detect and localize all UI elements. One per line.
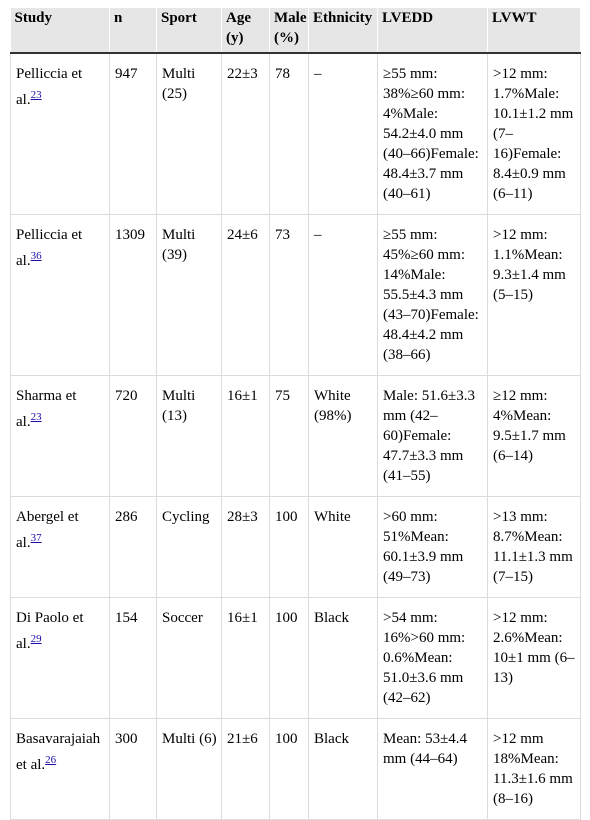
table-row [11,376,581,497]
cell-age: 21±6 [222,719,270,820]
cell-lvwt: >12 mm 18%Mean: 11.3±1.6 mm (8–16) [488,719,581,820]
cell-ethnicity: – [309,53,378,215]
header-sport: Sport [157,8,222,53]
cell-lvwt: >13 mm: 8.7%Mean: 11.1±1.3 mm (7–15) [488,497,581,598]
cell-study [11,719,110,820]
reference-link[interactable]: 37 [30,532,42,544]
cell-lvedd: >60 mm: 51%Mean: 60.1±3.9 mm (49–73) [378,497,488,598]
cell-lvedd: Male: 51.6±3.3 mm (42–60)Female: 47.7±3.3 mm (41–55) [378,376,488,497]
cell-male: 100 [270,598,309,719]
cell-sport: Multi (39) [157,215,222,376]
cell-ethnicity: Black [309,598,378,719]
cell-n: 154 [110,598,157,719]
cell-lvwt: >12 mm: 1.7%Male: 10.1±1.2 mm (7–16)Female: 8.4±0.9 mm (6–11) [488,53,581,215]
study-name: Abergel et al. [16,509,79,551]
header-study: Study [11,8,110,53]
table-row [11,53,581,215]
cell-age: 16±1 [222,598,270,719]
cell-male: 100 [270,497,309,598]
header-n: n [110,8,157,53]
study-name: Pelliccia et al. [16,227,83,269]
cell-n: 300 [110,719,157,820]
reference-link[interactable]: 23 [30,89,42,101]
study-name: Di Paolo et al. [16,610,84,652]
study-name: Basavarajaiah et al. [16,731,101,773]
header-male [270,8,309,53]
header-ethnicity: Ethnicity [309,8,378,53]
cell-sport: Multi (13) [157,376,222,497]
cell-ethnicity: – [309,215,378,376]
cell-study [11,497,110,598]
cell-sport: Multi (6) [157,719,222,820]
cell-ethnicity: White (98%) [309,376,378,497]
cell-male: 73 [270,215,309,376]
cell-lvwt: >12 mm: 1.1%Mean: 9.3±1.4 mm (5–15) [488,215,581,376]
table-row [11,719,581,820]
reference-link[interactable]: 36 [30,250,42,262]
cell-sport: Cycling [157,497,222,598]
cell-n: 720 [110,376,157,497]
header-age [222,8,270,53]
cell-ethnicity: White [309,497,378,598]
cell-age: 24±6 [222,215,270,376]
header-lvwt: LVWT [488,8,581,53]
table-row [11,215,581,376]
cell-lvwt: ≥12 mm: 4%Mean: 9.5±1.7 mm (6–14) [488,376,581,497]
study-name: Sharma et al. [16,388,77,430]
cell-lvedd: >54 mm: 16%>60 mm: 0.6%Mean: 51.0±3.6 mm (42–62) [378,598,488,719]
cell-lvedd: Mean: 53±4.4 mm (44–64) [378,719,488,820]
cell-study [11,376,110,497]
cell-male: 78 [270,53,309,215]
header-male-line2: (%) [274,30,299,46]
cell-male: 100 [270,719,309,820]
cell-ethnicity: Black [309,719,378,820]
cell-male: 75 [270,376,309,497]
header-age-line2: (y) [226,30,244,46]
header-male-line1: Male [274,10,307,26]
cell-lvwt: >12 mm: 2.6%Mean: 10±1 mm (6–13) [488,598,581,719]
cell-lvedd: ≥55 mm: 45%≥60 mm: 14%Male: 55.5±4.3 mm (43–70)Female: 48.4±4.2 mm (38–66) [378,215,488,376]
reference-link[interactable]: 26 [45,754,57,766]
header-age-line1: Age [226,10,251,26]
cell-study [11,53,110,215]
cell-sport: Multi (25) [157,53,222,215]
cell-n: 1309 [110,215,157,376]
cell-study [11,215,110,376]
table-row [11,497,581,598]
studies-table [10,8,581,820]
cell-n: 947 [110,53,157,215]
cell-age: 22±3 [222,53,270,215]
cell-n: 286 [110,497,157,598]
reference-link[interactable]: 23 [30,411,42,423]
study-name: Pelliccia et al. [16,66,83,108]
reference-link[interactable]: 29 [30,633,42,645]
cell-sport: Soccer [157,598,222,719]
header-row [11,8,581,53]
cell-lvedd: ≥55 mm: 38%≥60 mm: 4%Male: 54.2±4.0 mm (40–66)Female: 48.4±3.7 mm (40–61) [378,53,488,215]
cell-study [11,598,110,719]
cell-age: 16±1 [222,376,270,497]
table-row [11,598,581,719]
header-lvedd: LVEDD [378,8,488,53]
cell-age: 28±3 [222,497,270,598]
